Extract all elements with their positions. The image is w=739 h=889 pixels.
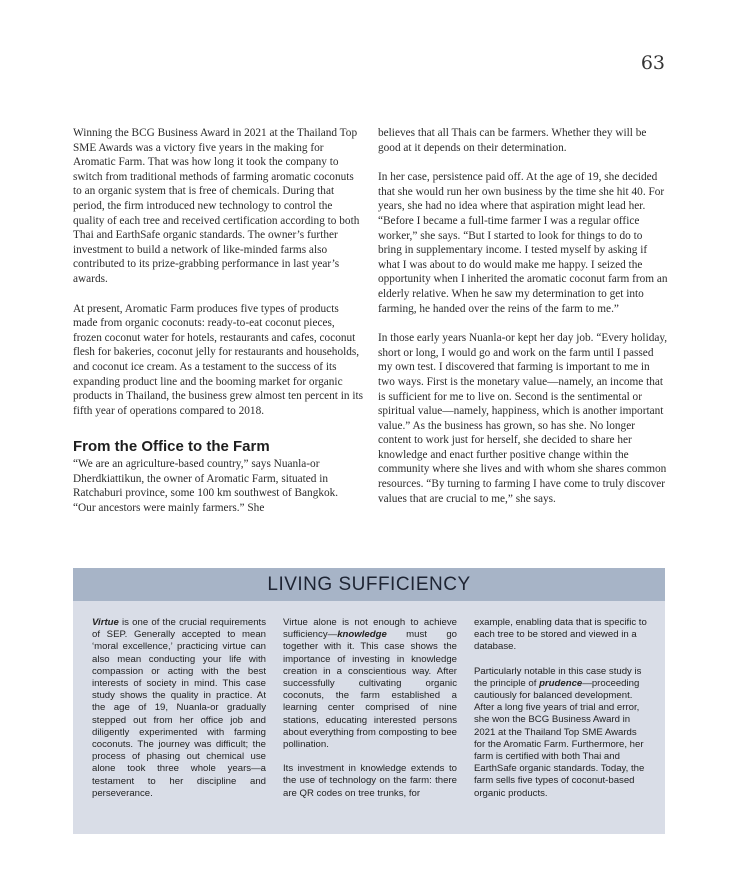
article-column-left [73, 126, 363, 531]
page-number: 63 [640, 52, 665, 74]
article-paragraph: “We are an agriculture-based country,” says Nuanla-or Dherdkiattikun, the owner of Aromatic Farm, situated in Ratchaburi province, some 100 km southwest of Bangkok. “Our ancestors were mainly farmers.” She [73, 458, 339, 515]
sidebar-paragraph [474, 666, 648, 800]
article-paragraph: Winning the BCG Business Award in 2021 at the Thailand Top SME Awards was a victory five years in the making for Aromatic Farm. That was how long it took the company to switch from traditional methods of farming aromatic coconuts to an organic system that is free of chemicals. During that period, the firm introduced new technology to control the quality of each tree and received certification according to both Thai and EarthSafe organic standards. The owner’s further investment to build a network of like-minded farms also contributed to its prize-grabbing performance in last year’s awards. [73, 127, 360, 285]
term-prudence: prudence [539, 677, 583, 689]
sidebar-text: is one of the crucial requirements of SEP. Generally accepted to mean ‘moral excellence,’ practicing virtue can also mean conducting your life with compassion or acting with the best interests of society in mind. This case study shows the quality in practice. At the age of 19, Nuanla-or gradually stepped out from her office job and diligently experimented with farming coconuts. The journey was difficult; the process of phasing out chemical use alone took three whole years—a testament to her discipline and perseverance. [92, 617, 266, 799]
sidebar-text: Particularly notable in this case study is the principle of [474, 665, 642, 689]
article-paragraph: At present, Aromatic Farm produces five types of products made from organic coconuts: ready-to-eat coconut pieces, frozen coconut water for hotels, restaurants and cafes, coconut flesh for bakeries, coconut jelly for restaurants and households, and coconut ice cream. As a testament to the success of its expanding product line and the booming market for organic products in Thailand, the business grew almost ten percent in its fifth year of operations compared to 2018. [73, 302, 364, 417]
sidebar-column-1 [92, 617, 266, 812]
term-knowledge: knowledge [337, 629, 387, 641]
sidebar-text: must go together with it. This case shows the importance of investing in knowledge creation in a conscientious way. After successfully cultivating organic coconuts, the farm established a learning center comprised of nine stations, educating interested persons about everything from composting to bee pollination. [283, 629, 457, 751]
sidebar-box [73, 568, 665, 834]
article-paragraph: In her case, persistence paid off. At the age of 19, she decided that she would run her own business by the time she hit 40. For years, she had no idea where that aspiration might lead her. “Before I became a full-time farmer I was a regular office worker,” she says. “But I started to look for things to do to bring in supplementary income. I tested myself by asking if what I was about to do would make me happy. I seized the opportunity when I inherited the aromatic coconut farm from an elderly relative. When he saw my determination to get into farming, he handed over the reins of the farm to me.” [378, 171, 668, 315]
sidebar-title: LIVING SUFFICIENCY [73, 568, 665, 601]
sidebar-text: —proceeding cautiously for balanced development. After a long five years of trial and error, she won the BCG Business Award in 2021 at the Thailand Top SME Awards for the Aromatic Farm. Furthermore, her farm is certified with both Thai and EarthSafe organic standards. Today, the farm sells five types of coconut-based organic products. [474, 677, 645, 799]
sidebar-text: Virtue alone is not enough to achieve sufficiency— [283, 617, 457, 641]
sidebar-column-3 [474, 617, 648, 812]
sidebar-paragraph [283, 617, 457, 751]
sidebar-paragraph [92, 617, 266, 800]
sidebar-paragraph: Its investment in knowledge extends to the use of technology on the farm: there are QR codes on tree trunks, for [283, 763, 457, 799]
article-column-right [378, 126, 668, 521]
article-paragraph: In those early years Nuanla-or kept her day job. “Every holiday, short or long, I would go and work on the farm until I passed my own test. I discovered that farming is important to me in two ways. First is the monetary value—namely, an income that is sufficient for me to live on. Second is the sentimental or spiritual value—namely, happiness, which is another important value.” As the business has grown, so has she. No longer content to work just for herself, she decided to share her knowledge and enact further positive change within the community where she lives and with whom she shares common resources. “By turning to farming I have come to truly discover values that are crucial to me,” she says. [378, 332, 668, 505]
sidebar-paragraph: example, enabling data that is specific to each tree to be stored and viewed in a database. [474, 617, 647, 653]
sidebar-column-2 [283, 617, 457, 812]
section-heading: From the Office to the Farm [73, 438, 270, 456]
article-paragraph: believes that all Thais can be farmers. Whether they will be good at it depends on their determination. [378, 127, 647, 154]
term-virtue: Virtue [92, 617, 119, 628]
